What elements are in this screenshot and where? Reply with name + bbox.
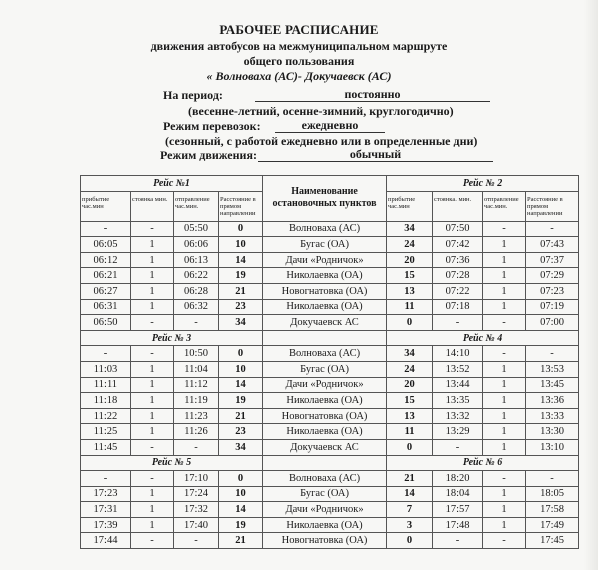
departure-cell: 1 [483, 299, 526, 315]
stop-cell: 07:18 [433, 299, 483, 315]
table-row [81, 377, 579, 393]
departure-cell: 06:22 [174, 268, 219, 284]
distance-cell: 17:45 [526, 533, 579, 549]
departure-cell: 17:32 [174, 502, 219, 518]
stop-cell: 13:32 [433, 408, 483, 424]
arrival-cell: 11:25 [81, 424, 131, 440]
arrival-cell: 7 [387, 502, 433, 518]
document-title: РАБОЧЕЕ РАСПИСАНИЕ [219, 22, 379, 37]
departure-cell: 11:12 [174, 377, 219, 393]
stop-name-cell: Дачи «Родничок» [263, 502, 387, 518]
departure-cell: - [483, 533, 526, 549]
arrival-cell: 11:22 [81, 408, 131, 424]
distance-cell: 0 [219, 471, 263, 487]
stop-name-cell: Новогнатовка (ОА) [263, 533, 387, 549]
stop-cell: 1 [131, 377, 174, 393]
stop-cell: 1 [131, 486, 174, 502]
departure-cell: - [174, 439, 219, 455]
stop-name-cell: Николаевка (ОА) [263, 393, 387, 409]
stop-cell: 07:36 [433, 252, 483, 268]
table-row [81, 502, 579, 518]
departure-cell: 05:50 [174, 221, 219, 237]
arrival-cell: 11:18 [81, 393, 131, 409]
stop-name-cell: Новогнатовка (ОА) [263, 408, 387, 424]
distance-cell: - [526, 221, 579, 237]
arrival-cell: 24 [387, 237, 433, 253]
stop-name-cell: Новогнатовка (ОА) [263, 283, 387, 299]
period-hint: (весенне-летний, осенне-зимний, круглогодично) [188, 104, 454, 118]
col-header-arr: прибытие час.мин [81, 191, 131, 221]
distance-cell: 14 [219, 377, 263, 393]
stop-cell: 18:20 [433, 471, 483, 487]
departure-cell: 17:24 [174, 486, 219, 502]
stop-cell: 1 [131, 268, 174, 284]
departure-cell: 1 [483, 439, 526, 455]
trip-title-left: Рейс №1 [81, 176, 263, 192]
departure-cell: 1 [483, 424, 526, 440]
arrival-cell: 0 [387, 315, 433, 331]
stop-name-cell: Николаевка (ОА) [263, 268, 387, 284]
departure-cell: - [483, 471, 526, 487]
stop-name-cell: Волноваха (АС) [263, 221, 387, 237]
distance-cell: 17:49 [526, 517, 579, 533]
stop-name-cell: Дачи «Родничок» [263, 252, 387, 268]
departure-cell: 1 [483, 252, 526, 268]
table-row [81, 221, 579, 237]
table-row [81, 299, 579, 315]
distance-cell: 07:23 [526, 283, 579, 299]
distance-cell: 21 [219, 533, 263, 549]
stop-cell: 1 [131, 237, 174, 253]
col-header-arr_r: прибытие час.мин [387, 191, 433, 221]
departure-cell: 11:04 [174, 361, 219, 377]
distance-cell: 07:19 [526, 299, 579, 315]
arrival-cell: 06:31 [81, 299, 131, 315]
col-header-dist_r: Расстояние в прямом направлении [526, 191, 579, 221]
stop-cell: - [131, 533, 174, 549]
stop-cell: 1 [131, 299, 174, 315]
arrival-cell: 20 [387, 377, 433, 393]
arrival-cell: 17:39 [81, 517, 131, 533]
distance-cell: - [526, 471, 579, 487]
stop-name-cell: Николаевка (ОА) [263, 424, 387, 440]
arrival-cell: 17:23 [81, 486, 131, 502]
stop-cell: 07:22 [433, 283, 483, 299]
stop-cell: - [131, 315, 174, 331]
arrival-cell: 11:45 [81, 439, 131, 455]
arrival-cell: 34 [387, 221, 433, 237]
distance-cell: 19 [219, 393, 263, 409]
period-value: постоянно [255, 87, 490, 102]
distance-cell: 13:36 [526, 393, 579, 409]
distance-cell: 0 [219, 221, 263, 237]
stop-cell: - [131, 471, 174, 487]
distance-cell: - [526, 346, 579, 362]
col-header-stop_r: стоянка. мин. [433, 191, 483, 221]
trip-title-right: Рейс № 6 [387, 455, 579, 471]
departure-cell: 11:23 [174, 408, 219, 424]
stop-cell: 13:44 [433, 377, 483, 393]
distance-cell: 07:43 [526, 237, 579, 253]
stop-name-cell: Докучаевск АС [263, 439, 387, 455]
stop-cell: 07:28 [433, 268, 483, 284]
stop-name-cell: Докучаевск АС [263, 315, 387, 331]
distance-cell: 13:10 [526, 439, 579, 455]
table-row [81, 408, 579, 424]
table-row [81, 533, 579, 549]
distance-cell: 07:29 [526, 268, 579, 284]
trip-header-row [81, 455, 579, 471]
stop-cell: 13:35 [433, 393, 483, 409]
scan-edge-shadow [584, 0, 598, 570]
departure-cell: 06:13 [174, 252, 219, 268]
departure-cell: 1 [483, 486, 526, 502]
departure-cell: 1 [483, 393, 526, 409]
stop-cell: 1 [131, 361, 174, 377]
distance-cell: 07:00 [526, 315, 579, 331]
departure-cell: - [483, 315, 526, 331]
trip-title-right: Рейс № 2 [387, 176, 579, 192]
departure-cell: 1 [483, 517, 526, 533]
distance-cell: 10 [219, 361, 263, 377]
distance-cell: 34 [219, 315, 263, 331]
table-row [81, 471, 579, 487]
route-name: « Волноваха (АС)- Докучаевск (АС) [206, 69, 392, 83]
motion-mode-value: обычный [258, 147, 493, 162]
distance-cell: 10 [219, 237, 263, 253]
arrival-cell: 24 [387, 361, 433, 377]
stop-cell: 17:48 [433, 517, 483, 533]
stop-cell: 07:50 [433, 221, 483, 237]
stop-cell: - [131, 439, 174, 455]
trip-header-spacer [263, 330, 387, 346]
arrival-cell: 06:12 [81, 252, 131, 268]
stop-cell: 1 [131, 424, 174, 440]
schedule-table [80, 175, 579, 549]
stop-cell: - [131, 346, 174, 362]
stop-cell: - [433, 533, 483, 549]
departure-cell: - [483, 221, 526, 237]
arrival-cell: 17:31 [81, 502, 131, 518]
arrival-cell: 11:11 [81, 377, 131, 393]
departure-cell: 17:40 [174, 517, 219, 533]
distance-cell: 34 [219, 439, 263, 455]
arrival-cell: 15 [387, 393, 433, 409]
stop-cell: 1 [131, 517, 174, 533]
departure-cell: 1 [483, 408, 526, 424]
table-row [81, 439, 579, 455]
table-row [81, 252, 579, 268]
distance-cell: 14 [219, 252, 263, 268]
stop-name-cell: Николаевка (ОА) [263, 299, 387, 315]
departure-cell: 1 [483, 237, 526, 253]
table-row [81, 361, 579, 377]
distance-cell: 23 [219, 299, 263, 315]
distance-cell: 23 [219, 424, 263, 440]
departure-cell: - [174, 315, 219, 331]
stop-cell: - [433, 315, 483, 331]
arrival-cell: 11:03 [81, 361, 131, 377]
period-label: На период: [163, 88, 223, 102]
trip-header-row [81, 176, 579, 192]
document-subtitle: движения автобусов на межмуниципальном маршруте [150, 39, 448, 53]
distance-cell: 0 [219, 346, 263, 362]
departure-cell: 1 [483, 377, 526, 393]
arrival-cell: 0 [387, 439, 433, 455]
arrival-cell: 21 [387, 471, 433, 487]
document-subtitle-2: общего пользования [243, 54, 355, 68]
table-row [81, 315, 579, 331]
stop-cell: 1 [131, 393, 174, 409]
distance-cell: 14 [219, 502, 263, 518]
arrival-cell: - [81, 221, 131, 237]
distance-cell: 19 [219, 517, 263, 533]
departure-cell: 11:19 [174, 393, 219, 409]
arrival-cell: - [81, 471, 131, 487]
stop-name-cell: Бугас (ОА) [263, 237, 387, 253]
arrival-cell: 15 [387, 268, 433, 284]
col-header-dep: отправление час.мин. [174, 191, 219, 221]
trip-title-right: Рейс № 4 [387, 330, 579, 346]
table-row [81, 268, 579, 284]
distance-cell: 13:53 [526, 361, 579, 377]
stop-name-cell: Дачи «Родничок» [263, 377, 387, 393]
distance-cell: 13:45 [526, 377, 579, 393]
table-row [81, 346, 579, 362]
departure-cell: 1 [483, 502, 526, 518]
distance-cell: 13:30 [526, 424, 579, 440]
stops-column-header: Наименование остановочных пунктов [263, 176, 387, 222]
stop-cell: 1 [131, 283, 174, 299]
carrier-mode-hint: (сезонный, с работой ежедневно или в определенные дни) [165, 134, 478, 148]
motion-mode-label: Режим движения: [160, 148, 257, 162]
distance-cell: 18:05 [526, 486, 579, 502]
stop-name-cell: Волноваха (АС) [263, 346, 387, 362]
departure-cell: 06:32 [174, 299, 219, 315]
stop-cell: 13:52 [433, 361, 483, 377]
stop-cell: 1 [131, 502, 174, 518]
stop-name-cell: Бугас (ОА) [263, 486, 387, 502]
arrival-cell: 06:21 [81, 268, 131, 284]
distance-cell: 10 [219, 486, 263, 502]
carrier-mode-value: ежедневно [275, 118, 385, 133]
arrival-cell: 13 [387, 283, 433, 299]
arrival-cell: 06:50 [81, 315, 131, 331]
arrival-cell: 13 [387, 408, 433, 424]
departure-cell: 1 [483, 268, 526, 284]
departure-cell: 17:10 [174, 471, 219, 487]
table-row [81, 486, 579, 502]
stop-cell: - [131, 221, 174, 237]
departure-cell: 06:28 [174, 283, 219, 299]
table-row [81, 517, 579, 533]
departure-cell: 1 [483, 361, 526, 377]
stop-cell: 14:10 [433, 346, 483, 362]
table-row [81, 283, 579, 299]
arrival-cell: 11 [387, 299, 433, 315]
stop-cell: 1 [131, 252, 174, 268]
arrival-cell: 20 [387, 252, 433, 268]
table-row [81, 393, 579, 409]
stop-name-cell: Бугас (ОА) [263, 361, 387, 377]
arrival-cell: - [81, 346, 131, 362]
departure-cell: 06:06 [174, 237, 219, 253]
stop-cell: 13:29 [433, 424, 483, 440]
col-header-dist: Расстояние в прямом направлении [219, 191, 263, 221]
distance-cell: 19 [219, 268, 263, 284]
arrival-cell: 06:05 [81, 237, 131, 253]
stop-cell: 17:57 [433, 502, 483, 518]
distance-cell: 17:58 [526, 502, 579, 518]
distance-cell: 07:37 [526, 252, 579, 268]
arrival-cell: 3 [387, 517, 433, 533]
arrival-cell: 34 [387, 346, 433, 362]
stop-name-cell: Николаевка (ОА) [263, 517, 387, 533]
arrival-cell: 11 [387, 424, 433, 440]
arrival-cell: 0 [387, 533, 433, 549]
departure-cell: 10:50 [174, 346, 219, 362]
departure-cell: - [174, 533, 219, 549]
arrival-cell: 06:27 [81, 283, 131, 299]
table-row [81, 237, 579, 253]
stop-cell: 07:42 [433, 237, 483, 253]
trip-header-spacer [263, 455, 387, 471]
trip-title-left: Рейс № 3 [81, 330, 263, 346]
trip-title-left: Рейс № 5 [81, 455, 263, 471]
trip-header-row [81, 330, 579, 346]
carrier-mode-label: Режим перевозок: [163, 119, 261, 133]
departure-cell: - [483, 346, 526, 362]
departure-cell: 1 [483, 283, 526, 299]
distance-cell: 21 [219, 283, 263, 299]
col-header-dep_r: отправление час.мин. [483, 191, 526, 221]
distance-cell: 13:33 [526, 408, 579, 424]
departure-cell: 11:26 [174, 424, 219, 440]
arrival-cell: 14 [387, 486, 433, 502]
table-row [81, 424, 579, 440]
stop-name-cell: Волноваха (АС) [263, 471, 387, 487]
arrival-cell: 17:44 [81, 533, 131, 549]
stop-cell: 1 [131, 408, 174, 424]
stop-cell: - [433, 439, 483, 455]
col-header-stop: стоянка мин. [131, 191, 174, 221]
stop-cell: 18:04 [433, 486, 483, 502]
distance-cell: 21 [219, 408, 263, 424]
